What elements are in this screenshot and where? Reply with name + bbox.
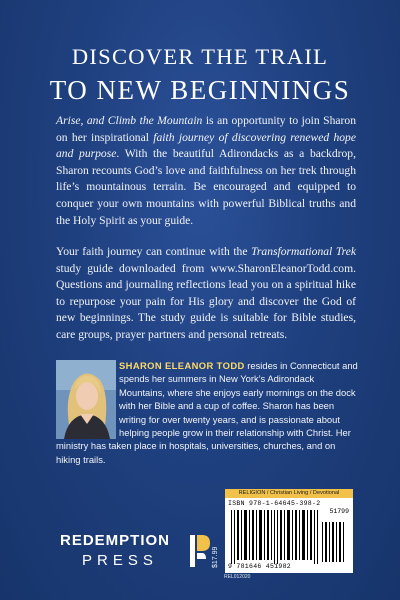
description-text-1: is an opportunity to join Sharon on her inspirational (56, 114, 356, 144)
heading-line-2: TO NEW BEGINNINGS (49, 75, 351, 105)
description-text-2: . With the beautiful Adirondacks as a backdrop, Sharon recounts God’s love and faithfulness on her trek through life’s mountainous terrain. Be encouraged and equipped to conquer your own mountains with powerful Biblical truths and the Holy Spirit as your guide. (56, 147, 356, 227)
description-emphasis: faith journey of discovering renewed hope and purpose (56, 130, 356, 161)
price-label: $17.99 (212, 546, 219, 568)
author-name: SHARON ELEANOR TODD (119, 360, 245, 371)
price-code-text: 51799 (329, 508, 349, 515)
isbn-text: ISBN 978-1-64645-398-2 (228, 500, 321, 507)
barcode-panel (225, 489, 353, 573)
category-band: RELIGION / Christian Living / Devotional (225, 489, 353, 498)
author-bio-text: resides in Connecticut and spends her summers in New York’s Adirondack Mountains, where she enjoys early mornings on the dock with her Bible and a cup of coffee. Sharon has been writing for over twenty years, and is passionate about helping people grow in their relationship with Christ. Her ministry has taken place in hospitals, universities, churches, and on hiking trails. (56, 360, 358, 465)
ean-digits: 9 781646 451982 (228, 563, 292, 570)
bisac-code: REL012020 (224, 574, 251, 580)
author-bio (56, 359, 361, 466)
study-guide-paragraph (56, 244, 356, 344)
description-paragraph (56, 113, 356, 229)
study-guide-text-1: Your faith journey can continue with the (56, 245, 252, 258)
publisher-name-top: REDEMPTION (60, 532, 171, 549)
study-guide-text-2: study guide downloaded from www.SharonEleanorTodd.com. Questions and journaling reflections lead you on a spiritual hike to repurpose your pain for His glory and discover the God of new beginnings. The study guide is suitable for Bible studies, care groups, prayer partners and personal retreats. (56, 261, 356, 341)
publisher-mark-icon (188, 533, 212, 569)
book-title-italic: Arise, and Climb the Mountain (56, 114, 203, 127)
study-guide-title-italic: Transformational Trek (251, 245, 357, 258)
barcode-image (229, 508, 349, 564)
publisher-name-bottom: PRESS (82, 552, 158, 569)
heading-line-1: DISCOVER THE TRAIL (71, 44, 329, 69)
publisher-logo (60, 532, 220, 582)
